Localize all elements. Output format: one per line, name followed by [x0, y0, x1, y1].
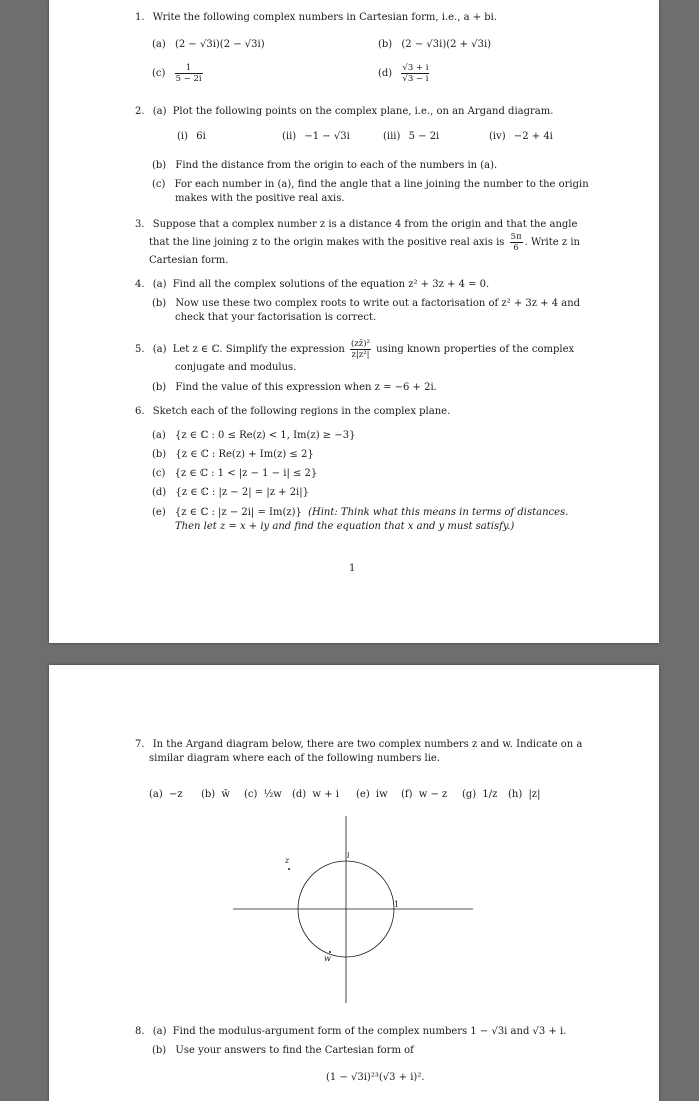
question-number: 2.	[135, 106, 145, 117]
part-text: Use your answers to find the Cartesian form of	[175, 1045, 414, 1056]
question-3	[135, 218, 577, 232]
label-w: w	[324, 954, 331, 963]
point-value: −2 + 4i	[513, 131, 553, 142]
part-text: Find the distance from the origin to each of the numbers in (a).	[175, 160, 498, 171]
point-label: (i)	[177, 131, 189, 142]
part-label: (c)	[152, 179, 166, 190]
q6-part-b	[152, 448, 314, 462]
fraction-denominator: 6	[513, 243, 519, 253]
question-text: In the Argand diagram below, there are two complex numbers z and w. Indicate on a	[152, 739, 583, 750]
point-z-dot	[288, 868, 290, 870]
part-text: using known properties of the complex	[376, 344, 575, 355]
part-label: (b)	[152, 160, 167, 171]
part-label: (a)	[152, 39, 166, 50]
part-text: For each number in (a), find the angle that a line joining the number to the origin	[174, 179, 589, 190]
q6-part-e	[152, 506, 568, 520]
part-label: (b)	[152, 1045, 167, 1056]
part-label: (a)	[152, 106, 167, 117]
item-value: |z|	[528, 789, 541, 800]
document-page-1	[49, 0, 659, 643]
question-8	[135, 1025, 566, 1039]
question-prompt: Sketch each of the following regions in the complex plane.	[152, 406, 451, 417]
question-number: 1.	[135, 12, 145, 23]
fraction	[510, 232, 523, 253]
point-value: 6i	[196, 131, 206, 142]
fraction-numerator: √3 + i	[402, 63, 429, 73]
part-label: (c)	[152, 68, 166, 79]
question-7-line2: similar diagram where each of the following numbers lie.	[149, 753, 441, 764]
set-expression: {z ∈ ℂ : Re(z) + Im(z) ≤ 2}	[175, 449, 314, 460]
page-number: 1	[349, 563, 356, 574]
document-page-2	[49, 665, 659, 1101]
q4-part-b	[152, 297, 580, 311]
part-label: (h)	[508, 789, 523, 800]
question-1	[135, 11, 497, 25]
q6-hint-line2: Then let z = x + iy and find the equation that x and y must satisfy.)	[175, 521, 515, 532]
fraction-numerator: (zz̄)²	[350, 339, 370, 349]
q2-part-c-line2: makes with the positive real axis.	[175, 193, 345, 204]
part-label: (d)	[292, 789, 307, 800]
part-label: (f)	[401, 789, 413, 800]
set-expression: {z ∈ ℂ : 0 ≤ Re(z) < 1, Im(z) ≥ −3}	[174, 430, 356, 441]
part-label: (c)	[152, 468, 166, 479]
math-expression: (2 − √3i)(2 + √3i)	[401, 39, 492, 50]
point-label: (ii)	[282, 131, 297, 142]
label-1: 1	[394, 900, 400, 909]
q1-part-d	[378, 63, 431, 85]
part-label: (e)	[356, 789, 370, 800]
q7-item-b	[201, 788, 230, 802]
point-w-dot	[329, 951, 331, 953]
question-5	[135, 338, 574, 362]
question-2	[135, 105, 553, 119]
question-number: 4.	[135, 279, 145, 290]
item-value: w − z	[418, 789, 448, 800]
part-label: (d)	[152, 487, 167, 498]
q8-expression: (1 − √3i)²³(√3 + i)².	[326, 1072, 425, 1083]
question-3-line3: Cartesian form.	[149, 255, 229, 266]
q4-part-b-line2: check that your factorisation is correct.	[175, 312, 377, 323]
item-value: −z	[168, 789, 183, 800]
part-label: (e)	[152, 507, 166, 518]
set-expression: {z ∈ ℂ : 1 < |z − 1 − i| ≤ 2}	[174, 468, 318, 479]
item-value: iw	[375, 789, 388, 800]
part-text: Find all the complex solutions of the equation z² + 3z + 4 = 0.	[172, 279, 490, 290]
point-value: 5 − 2i	[408, 131, 440, 142]
q2-point-ii	[282, 130, 350, 144]
q6-part-a	[152, 429, 355, 443]
fraction-denominator: z|z²|	[351, 350, 370, 360]
part-label: (b)	[152, 382, 167, 393]
point-label: (iii)	[383, 131, 401, 142]
q7-item-a	[149, 788, 183, 802]
question-prompt: Write the following complex numbers in Cartesian form, i.e., a + bi.	[152, 12, 498, 23]
fraction-denominator: 5 − 2i	[175, 74, 202, 84]
part-text: Let z ∈ ℂ. Simplify the expression	[172, 344, 345, 355]
q2-part-b	[152, 159, 497, 173]
q7-item-c	[244, 788, 282, 802]
q7-item-e	[356, 788, 388, 802]
q5-part-b	[152, 381, 437, 395]
question-6	[135, 405, 450, 419]
label-i: i	[347, 851, 350, 860]
part-label: (b)	[378, 39, 393, 50]
question-number: 7.	[135, 739, 145, 750]
q1-part-a	[152, 38, 265, 52]
q2-point-i	[177, 130, 206, 144]
part-text: Now use these two complex roots to write out a factorisation of z² + 3z + 4 and	[175, 298, 581, 309]
question-text: that the line joining z to the origin makes with the positive real axis is	[149, 237, 505, 248]
part-text: Plot the following points on the complex plane, i.e., on an Argand diagram.	[172, 106, 554, 117]
math-expression: (2 − √3i)(2 − √3i)	[174, 39, 265, 50]
set-expression: {z ∈ ℂ : |z − 2| = |z + 2i|}	[175, 487, 309, 498]
part-text: Find the value of this expression when z = −6 + 2i.	[175, 382, 437, 393]
part-text: Find the modulus-argument form of the complex numbers 1 − √3i and √3 + i.	[172, 1026, 567, 1037]
argand-diagram	[49, 813, 659, 1013]
fraction-numerator: 1	[175, 63, 203, 74]
q1-part-c	[152, 63, 205, 85]
part-label: (a)	[149, 789, 163, 800]
question-3-line2	[149, 232, 580, 254]
question-number: 8.	[135, 1026, 145, 1037]
item-value: w̄	[221, 789, 230, 800]
q7-item-d	[292, 788, 339, 802]
q7-item-f	[401, 788, 447, 802]
set-expression: {z ∈ ℂ : |z − 2i| = Im(z)}	[174, 507, 302, 518]
q7-item-h	[508, 788, 540, 802]
fraction	[175, 63, 203, 84]
question-number: 6.	[135, 406, 145, 417]
question-number: 3.	[135, 219, 145, 230]
q8-part-b	[152, 1044, 414, 1058]
question-text: . Write z in	[524, 237, 580, 248]
item-value: 1/z	[482, 789, 498, 800]
part-label: (a)	[152, 430, 166, 441]
fraction	[401, 63, 429, 84]
part-label: (b)	[152, 298, 167, 309]
part-label: (b)	[201, 789, 216, 800]
fraction	[350, 339, 371, 360]
point-label: (iv)	[489, 131, 506, 142]
part-label: (d)	[378, 68, 393, 79]
part-label: (a)	[152, 344, 167, 355]
q2-part-c	[152, 178, 589, 192]
q6-part-d	[152, 486, 309, 500]
part-label: (b)	[152, 449, 167, 460]
question-number: 5.	[135, 344, 145, 355]
question-4	[135, 278, 489, 292]
part-label: (a)	[152, 279, 167, 290]
q5-part-a-line2: conjugate and modulus.	[175, 362, 297, 373]
q7-item-g	[462, 788, 497, 802]
hint-text: (Hint: Think what this means in terms of distances.	[308, 507, 569, 518]
part-label: (a)	[152, 1026, 167, 1037]
part-label: (c)	[244, 789, 258, 800]
q6-part-c	[152, 467, 317, 481]
q1-part-b	[378, 38, 491, 52]
q2-point-iv	[489, 130, 553, 144]
question-7	[135, 738, 582, 752]
q2-point-iii	[383, 130, 439, 144]
fraction-denominator: √3 − i	[402, 74, 429, 84]
label-z: z	[285, 856, 290, 865]
point-value: −1 − √3i	[304, 131, 350, 142]
item-value: ½w	[263, 789, 282, 800]
item-value: w + i	[312, 789, 339, 800]
part-label: (g)	[462, 789, 477, 800]
fraction-numerator: 5π	[510, 232, 522, 242]
question-text: Suppose that a complex number z is a distance 4 from the origin and that the angle	[152, 219, 578, 230]
